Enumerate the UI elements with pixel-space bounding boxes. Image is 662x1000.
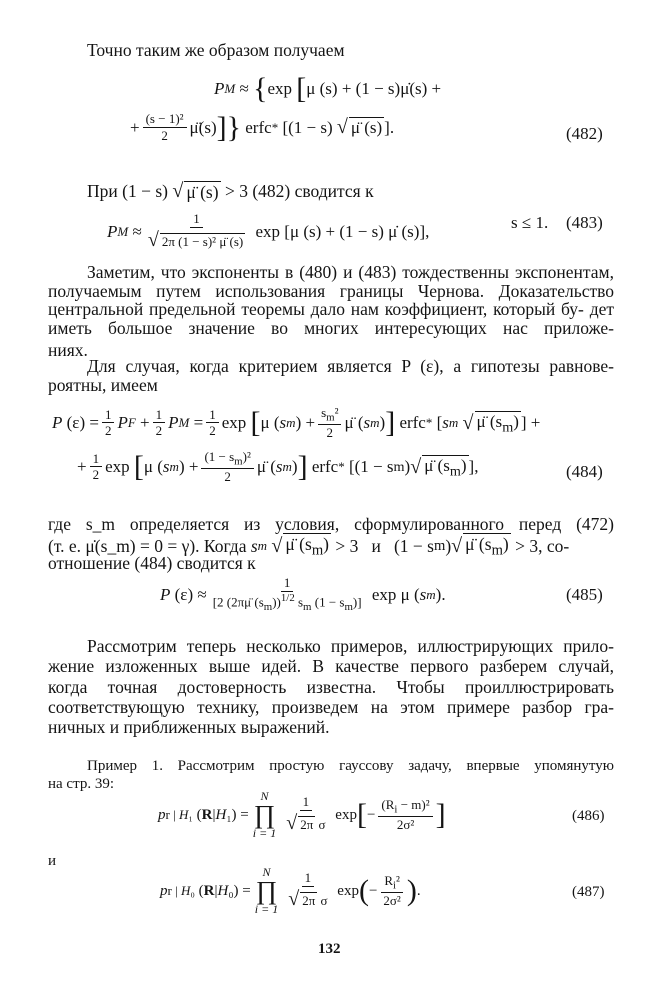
example-1-line2: на стр. 39:	[48, 776, 114, 792]
paragraph-sm-line1: где s_m определяется из условия, сформулированного перед (472)	[48, 514, 614, 534]
paragraph-examples-line1: Рассмотрим теперь несколько примеров, иллюстрирующих прило-	[87, 636, 614, 656]
paragraph-criterion-line2: роятны, имеем	[48, 375, 158, 395]
equation-485: P (ε) ≈ $\frac{1}{[2 (2\pi\mü (s_m))^{1/2} s_m (1 - s_m)]}$ exp μ ( s m ).	[160, 575, 446, 613]
example-1-line1: Пример 1. Рассмотрим простую гауссову задачу, впервые упомянутую	[87, 758, 614, 774]
equation-485-number: (485)	[566, 585, 603, 604]
condition-483-text: При (1 − s) √ μ̈ (s) > 3 (482) сводится к	[87, 180, 374, 202]
equation-482-line2: + $\frac{\text{(s − 1)²}}{2}$ μ̈ (s) ]} erfc * [(1 − s) √ μ̈ (s) ].	[130, 110, 395, 144]
paragraph-sm-line2: (т. е. μ̇(s_m) = 0 = γ). Когда s m √ μ̈ $(s_m)$ > 3 и (1 − s m ) √ μ̈ $(s_m)$ > 3 , со-	[48, 534, 570, 559]
intro-text: Точно таким же образом получаем	[87, 40, 345, 60]
paragraph-examples-line2: жение изложенных выше идей. В качестве первого разберем случай,	[48, 656, 614, 676]
equation-487-number: (487)	[572, 884, 605, 900]
equation-486-number: (486)	[572, 808, 605, 824]
equation-483-condition: s ≤ 1.	[511, 213, 549, 232]
equation-482-line1: P M ≈ { exp [ μ (s) + (1 − s) μ̇ (s) +	[214, 72, 442, 105]
equation-484-number: (484)	[566, 462, 603, 481]
equation-487: p r | H₀ ( R | H ₀) = N ∏ i = 1 $\frac{1}{\text{√ 2π σ}}$ exp ( − $\frac{R_i^2}{\text{2σ²}}$ ) .	[160, 865, 421, 916]
paragraph-criterion-line1: Для случая, когда критерием является P (ε), а гипотезы равнове-	[87, 356, 614, 376]
condition-suffix: (482) сводится к	[252, 181, 374, 201]
equation-484-line1: P (ε) = $\frac{1}{2}$ P F + $\frac{1}{2}$ P M = $\frac{1}{2}$ exp [ μ ( s m ) + $\frac{s_m^2}{2}$ μ̈ ( s m ) ] erfc * [ s m √ μ̈ $(s_m)$ ] +	[52, 405, 541, 441]
condition-prefix: При	[87, 181, 118, 201]
paragraph-sm-line3: отношение (484) сводится к	[48, 553, 256, 573]
paragraph-examples-line5: ничных и приближенных выражений.	[48, 717, 330, 737]
equation-484-line2: + $\frac{1}{2}$ exp [ μ ( s m ) + $\frac{(1 - s_m)^2}{2}$ μ̈ ( s m ) ] erfc * [(1 − s m ) √ μ̈ $(s_m)$ ],	[77, 449, 479, 485]
equation-486: p r | H₁ ( R | H ₁) = N ∏ i = 1 $\frac{1}{\text{√ 2π σ}}$ exp [ − $\frac{(R_i - m)^2}{\text{2σ²}}$ ]	[158, 789, 446, 840]
and-text: и	[48, 853, 57, 869]
paragraph-chernov-last-line: ниях.	[48, 340, 88, 360]
page-number: 132	[318, 941, 341, 957]
paragraph-chernov: Заметим, что экспоненты в (480) и (483) тождественны экспонентам, получаемым путем использования границы Чернова. Доказательство центральной предельной теоремы дало нам коэффициент, который бу- дет иметь большое значение во многих интересующих нас приложе-	[48, 262, 615, 338]
equation-483-number: (483)	[566, 213, 603, 232]
paragraph-examples-line4: соответствующую технику, произведем на этом примере разбор гра-	[48, 697, 614, 717]
equation-482-number: (482)	[566, 124, 603, 143]
paragraph-examples-line3: когда точная достоверность известна. Чтобы проиллюстрировать	[48, 677, 614, 697]
equation-483: P M ≈ $\frac{1}{\text{√ 2π (1 − s)² μ̈ (s)}}$ exp [μ (s) + (1 − s) μ̇ (s)],	[107, 211, 430, 251]
